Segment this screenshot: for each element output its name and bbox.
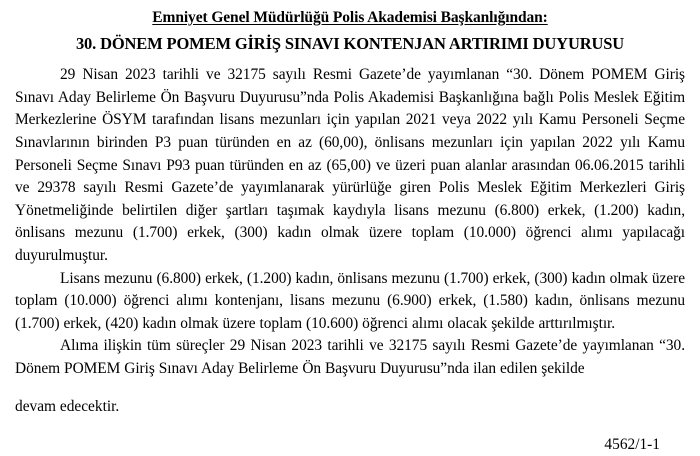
document-body bbox=[0, 64, 700, 418]
gazette-reference-number: 4562/1-1 bbox=[604, 435, 660, 453]
page-title: Emniyet Genel Müdürlüğü Polis Akademisi Başkanlığından: bbox=[152, 9, 548, 26]
body-paragraph-1: 29 Nisan 2023 tarihli ve 32175 sayılı Resmi Gazete’de yayımlanan “30. Dönem POMEM Giriş Sınavı Aday Belirleme Ön Başvuru Duyurusu”nda Polis Akademisi Başkanlığına bağlı Polis Meslek Eğitim Merkezlerine ÖSYM tarafından lisans mezunları için yapılan 2021 veya 2022 yılı Kamu Personeli Seçme Sınavlarının birinden P3 puan türünden en az (60,00), önlisans mezunları için yapılan 2022 yılı Kamu Personeli Seçme Sınavı P93 puan türünden en az (65,00) ve üzeri puan alanlar arasından 06.06.2015 tarihli ve 29378 sayılı Resmi Gazete’de yayımlanarak yürürlüğe giren Polis Meslek Eğitim Merkezleri Giriş Yönetmeliğinde belirtilen diğer şartları taşımak kaydıyla lisans mezunu (6.800) erkek, (1.200) kadın, önlisans mezunu (1.700) erkek, (300) kadın olmak üzere toplam (10.000) öğrenci alımı yapılacağı duyurulmuştur. bbox=[15, 66, 685, 264]
closing-text: devam edecektir. bbox=[15, 397, 120, 415]
reference-row bbox=[0, 434, 700, 456]
page-subtitle: 30. DÖNEM POMEM GİRİŞ SINAVI KONTENJAN ARTIRIMI DUYURUSU bbox=[75, 33, 625, 53]
body-paragraph-3: Alıma ilişkin tüm süreçler 29 Nisan 2023 tarihli ve 32175 sayılı Resmi Gazete’de yayımlanan “30. Dönem POMEM Giriş Sınavı Aday Belirleme Ön Başvuru Duyurusu”nda ilan edilen şekilde bbox=[15, 337, 685, 377]
body-paragraph-2: Lisans mezunu (6.800) erkek, (1.200) kadın, önlisans mezunu (1.700) erkek, (300) kadın olmak üzere toplam (10.000) öğrenci alımı kontenjanı, lisans mezunu (6.900) erkek, (1.580) kadın, önlisans mezunu (1.700) erkek, (420) kadın olmak üzere toplam (10.600) öğrenci alımı olacak şekilde arttırılmıştır. bbox=[15, 269, 685, 332]
document-header bbox=[0, 0, 700, 55]
